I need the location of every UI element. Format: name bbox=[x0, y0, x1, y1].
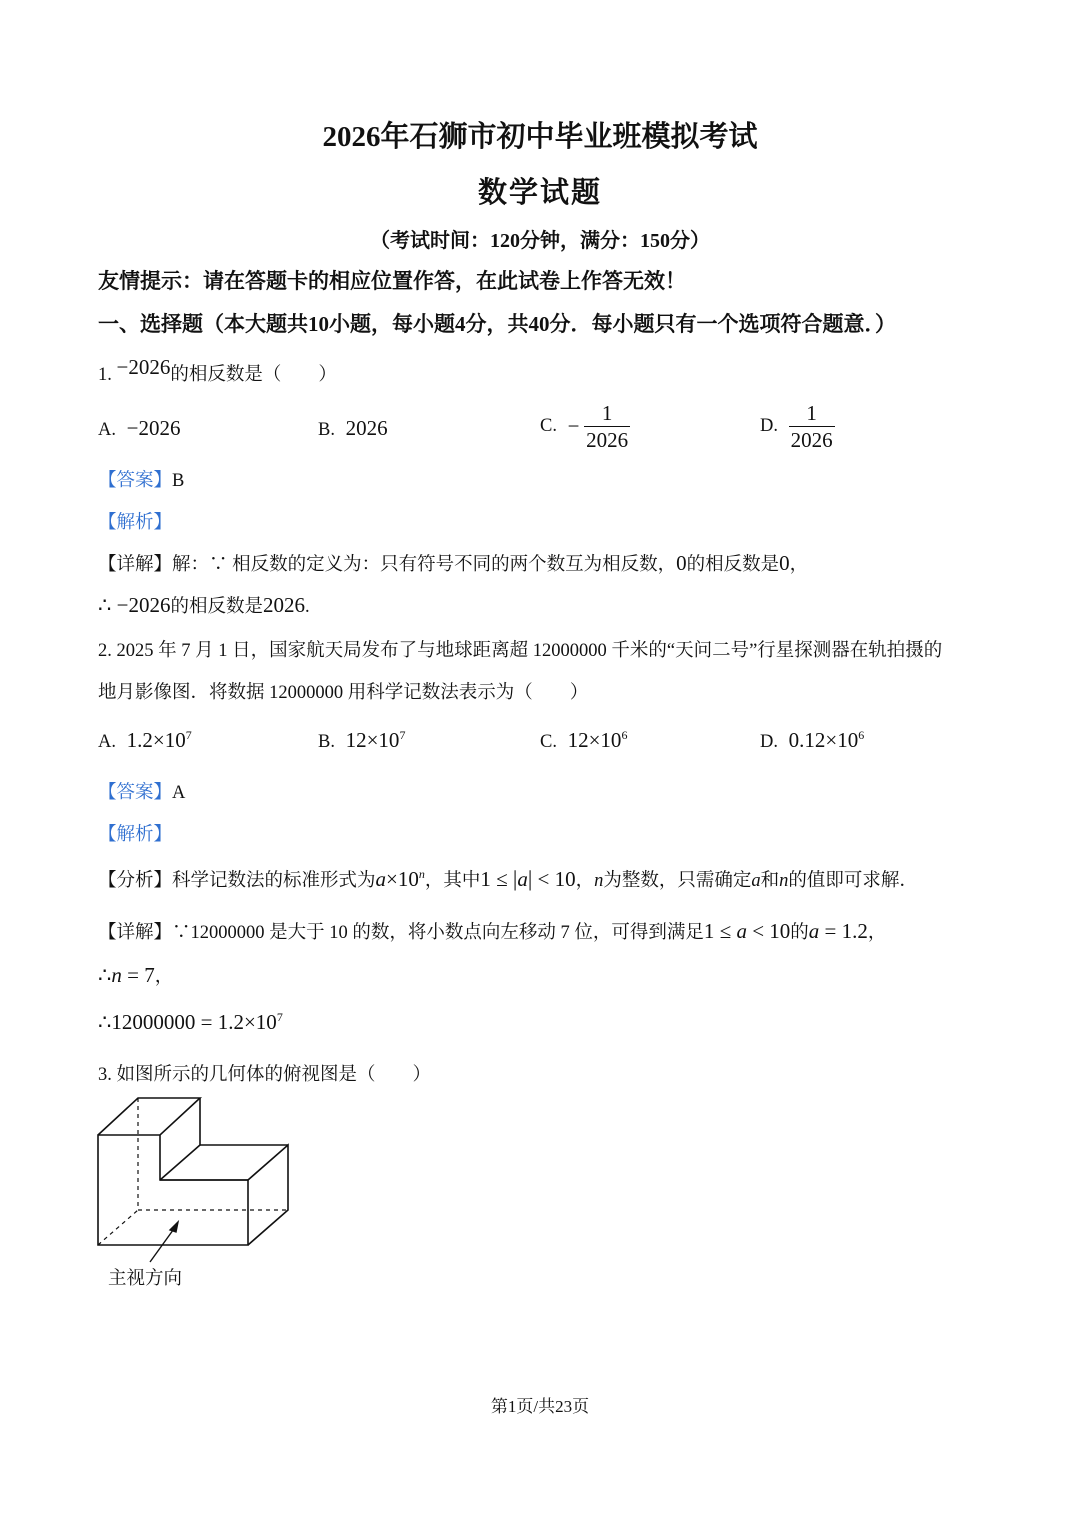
q1-conclusion bbox=[98, 592, 310, 618]
q3-figure-caption: 主视方向 bbox=[108, 1269, 183, 1289]
q2-stem-line2: 地月影像图．将数据 12000000 用科学记数法表示为（ ） bbox=[98, 683, 589, 703]
math-expr: ∴ −2026 bbox=[98, 593, 171, 617]
math-value: = 7 bbox=[121, 963, 155, 987]
q2-analysis bbox=[98, 866, 918, 892]
hidden-diagonal bbox=[98, 1210, 138, 1245]
math-expr: 2026 bbox=[262, 593, 305, 617]
fraction bbox=[584, 400, 630, 453]
option-label: C. bbox=[540, 732, 557, 752]
q1-number: 1. bbox=[98, 365, 112, 385]
answer-tag: 【答案】 bbox=[98, 471, 173, 491]
detail-text: 的 bbox=[790, 923, 809, 943]
option-value: $12\times 10^7$ bbox=[345, 728, 406, 752]
q1-answer bbox=[98, 466, 184, 492]
question-1 bbox=[98, 355, 337, 386]
q3-solid-figure bbox=[90, 1090, 300, 1290]
detail-punct: ， bbox=[154, 967, 174, 987]
fraction-denominator: 2026 bbox=[790, 428, 833, 452]
math-var: n bbox=[594, 871, 604, 891]
q2-step1 bbox=[98, 962, 173, 988]
math-equation: ∴12000000 = $1.2\times 10^7$ bbox=[98, 1010, 283, 1034]
q3-stem: 3. 如图所示的几何体的俯视图是（ ） bbox=[98, 1065, 432, 1085]
q1-stem: 的相反数是（ ） bbox=[170, 365, 337, 385]
q2-option-c bbox=[540, 728, 627, 753]
option-value: $1.2\times 10^7$ bbox=[126, 728, 192, 752]
analysis-text: 科学记数法的标准形式为 bbox=[172, 871, 376, 891]
detail-tag: 【详解】 bbox=[98, 555, 173, 575]
detail-punct: ， bbox=[789, 555, 809, 575]
q1-analysis-tag: 【解析】 bbox=[98, 513, 173, 533]
math-inequality: 1 ≤ a < 10 bbox=[703, 919, 791, 943]
option-label: B. bbox=[318, 420, 335, 440]
math-equation: a = 1.2 bbox=[808, 919, 868, 943]
page-footer: 第1页/共23页 bbox=[490, 1397, 590, 1416]
q2-analysis-tag: 【解析】 bbox=[98, 825, 173, 845]
option-label: A. bbox=[98, 732, 116, 752]
option-value: $12\times 10^6$ bbox=[567, 728, 628, 752]
fenxi-tag: 【分析】 bbox=[98, 871, 173, 891]
front-face-left bbox=[98, 1098, 248, 1245]
fraction bbox=[789, 400, 835, 453]
q1-expression: −2026 bbox=[116, 355, 171, 379]
detail-tag: 【详解】 bbox=[98, 923, 173, 943]
section-heading: 一、选择题（本大题共10小题，每小题4分，共40分．每小题只有一个选项符合题意．） bbox=[98, 312, 896, 336]
option-label: D. bbox=[760, 732, 778, 752]
math-zero: 0 bbox=[779, 551, 790, 575]
math-formula: $a\times 10^n$ bbox=[375, 867, 425, 891]
math-inequality: 1 ≤ |a| < 10 bbox=[480, 866, 576, 891]
answer-tag: 【答案】 bbox=[98, 783, 173, 803]
detail-punct: ， bbox=[867, 923, 887, 943]
math-var: a bbox=[751, 871, 761, 891]
detail-text: 的相反数是 bbox=[170, 597, 263, 617]
view-arrow-head bbox=[170, 1222, 178, 1232]
option-value: 2026 bbox=[345, 416, 388, 440]
detail-text: 解：∵ 相反数的定义为：只有符号不同的两个数互为相反数， bbox=[172, 555, 677, 575]
detail-punct: . bbox=[304, 597, 310, 617]
answer-value: A bbox=[172, 783, 186, 803]
friendly-tip: 友情提示：请在答题卡的相应位置作答，在此试卷上作答无效！ bbox=[98, 269, 686, 293]
q1-option-a bbox=[98, 416, 180, 441]
option-label: C. bbox=[540, 416, 557, 436]
q1-option-d bbox=[760, 400, 835, 453]
right-block bbox=[248, 1145, 288, 1245]
option-label: D. bbox=[760, 416, 778, 436]
analysis-text: 为整数，只需确定 bbox=[603, 871, 752, 891]
math-zero: 0 bbox=[676, 551, 687, 575]
exam-info: （考试时间：120分钟，满分：150分） bbox=[370, 230, 710, 252]
option-label: A. bbox=[98, 420, 116, 440]
fraction-denominator: 2026 bbox=[586, 428, 629, 452]
exam-title: 2026年石狮市初中毕业班模拟考试 bbox=[322, 121, 758, 153]
detail-text: 的相反数是 bbox=[686, 555, 780, 575]
fraction-numerator: 1 bbox=[584, 400, 630, 427]
therefore-symbol: ∴ bbox=[98, 963, 112, 987]
detail-text: ∵12000000 是大于 10 的数，将小数点向左移动 7 位，可得到满足 bbox=[172, 923, 704, 943]
math-var: n bbox=[111, 963, 122, 987]
analysis-text: ， bbox=[575, 871, 595, 891]
q2-answer bbox=[98, 778, 185, 804]
q2-stem-line1: 2. 2025 年 7 月 1 日，国家航天局发布了与地球距离超 12000000 千米的“天问二号”行星探测器在轨拍摄的 bbox=[98, 641, 943, 661]
math-var: n bbox=[779, 871, 789, 891]
option-sign: − bbox=[567, 414, 580, 438]
analysis-text: 和 bbox=[760, 871, 780, 891]
q1-detail bbox=[98, 550, 808, 576]
q2-step2 bbox=[98, 1010, 283, 1035]
q1-option-b bbox=[318, 416, 388, 441]
analysis-text: ，其中 bbox=[424, 871, 481, 891]
q1-option-c bbox=[540, 400, 630, 453]
q2-option-a bbox=[98, 728, 192, 753]
option-label: B. bbox=[318, 732, 335, 752]
q2-option-b bbox=[318, 728, 405, 753]
answer-value: B bbox=[172, 471, 185, 491]
q2-option-d bbox=[760, 728, 864, 753]
option-value: −2026 bbox=[126, 416, 181, 440]
q2-detail bbox=[98, 918, 886, 944]
option-value: $0.12\times 10^6$ bbox=[788, 728, 865, 752]
step-top bbox=[160, 1098, 200, 1180]
fraction-numerator: 1 bbox=[789, 400, 835, 427]
subject-title: 数学试题 bbox=[477, 177, 602, 209]
analysis-text: 的值即可求解． bbox=[788, 871, 918, 891]
